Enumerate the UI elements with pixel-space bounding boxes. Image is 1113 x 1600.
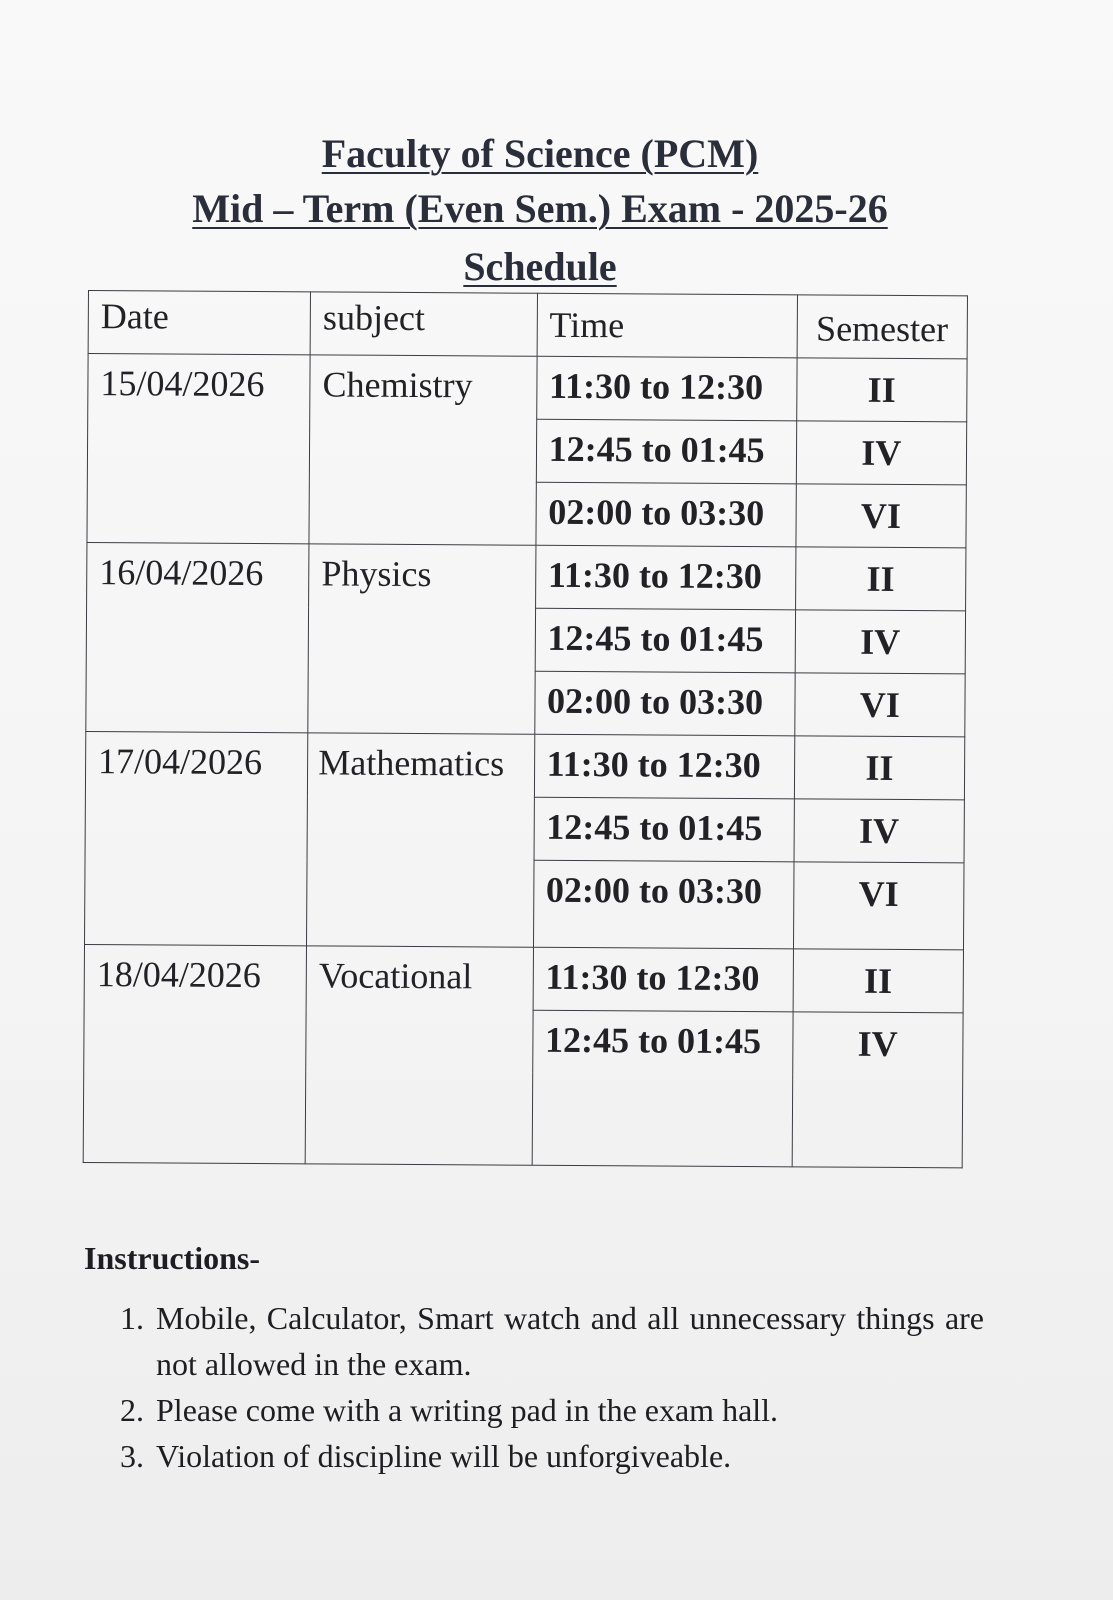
table-row [88, 354, 967, 422]
subject-cell: Vocational [305, 946, 533, 1165]
table-header-row [88, 291, 967, 359]
time-cell: 12:45 to 01:45 [536, 419, 796, 484]
date-cell: 17/04/2026 [85, 731, 308, 945]
header-subject: subject [310, 292, 537, 356]
header-date: Date [88, 291, 311, 355]
semester-cell: II [794, 736, 965, 800]
date-cell: 15/04/2026 [87, 354, 310, 544]
semester-cell: IV [794, 799, 965, 863]
empty-semester-cell [792, 1074, 963, 1168]
semester-cell: VI [793, 862, 964, 950]
empty-time-cell [532, 1073, 793, 1167]
faculty-heading: Faculty of Science (PCM) [321, 131, 759, 176]
time-cell: 11:30 to 12:30 [534, 734, 794, 799]
table-row [87, 542, 966, 610]
semester-cell: II [795, 547, 966, 611]
exam-schedule-table [83, 290, 968, 1168]
instruction-item: 2. Please come with a writing pad in the exam hall. [152, 1387, 984, 1433]
time-cell: 02:00 to 03:30 [534, 671, 794, 736]
subject-cell: Chemistry [309, 355, 537, 545]
date-cell: 16/04/2026 [86, 542, 309, 732]
header-semester: Semester [797, 295, 968, 359]
semester-cell: VI [796, 484, 967, 548]
semester-cell: IV [796, 421, 967, 485]
schedule-heading: Schedule [463, 244, 617, 289]
time-cell: 12:45 to 01:45 [532, 1010, 792, 1074]
semester-cell: VI [794, 673, 965, 737]
subject-cell: Physics [308, 544, 536, 734]
exam-heading: Mid – Term (Even Sem.) Exam - 2025-26 [192, 186, 888, 231]
time-cell: 12:45 to 01:45 [534, 797, 794, 862]
instruction-item: 1. Mobile, Calculator, Smart watch and all unnecessary things are not allowed in the exam. [152, 1295, 984, 1387]
instructions-title: Instructions- [84, 1240, 261, 1276]
time-cell: 11:30 to 12:30 [536, 356, 796, 421]
subject-cell: Mathematics [307, 733, 535, 947]
table-row [84, 944, 963, 1012]
semester-cell: IV [795, 610, 966, 674]
semester-cell: II [793, 949, 964, 1013]
instruction-item: 3. Violation of discipline will be unforgiveable. [152, 1433, 984, 1479]
date-cell: 18/04/2026 [83, 944, 306, 1163]
header-time: Time [537, 293, 797, 358]
table-row [85, 731, 964, 799]
instructions-list [84, 1295, 984, 1479]
instructions-section [84, 1240, 984, 1479]
time-cell: 02:00 to 03:30 [536, 482, 796, 547]
semester-cell: II [796, 358, 967, 422]
semester-cell: IV [792, 1012, 963, 1076]
time-cell: 11:30 to 12:30 [535, 545, 795, 610]
time-cell: 02:00 to 03:30 [533, 860, 794, 949]
time-cell: 12:45 to 01:45 [535, 608, 795, 673]
time-cell: 11:30 to 12:30 [533, 947, 793, 1012]
